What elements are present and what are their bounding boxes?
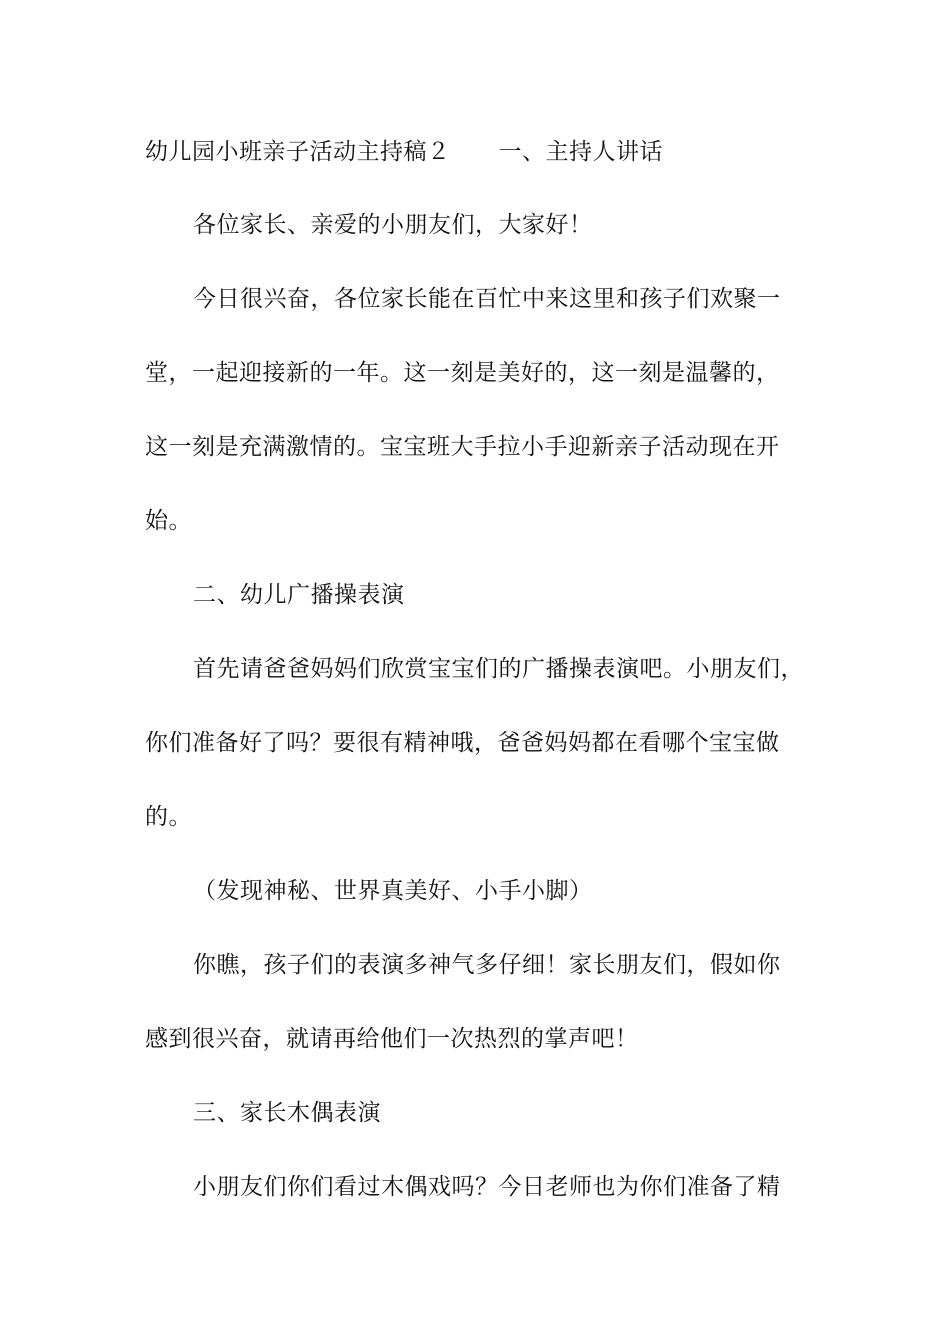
section-heading-1: 一、主持人讲话 [498,139,663,165]
paragraph-line: 小朋友们你们看过木偶戏吗？今日老师也为你们准备了精 [193,1174,781,1200]
program-list-line: （发现神秘、世界真美好、小手小脚） [193,878,593,904]
paragraph-line: 感到很兴奋，就请再给他们一次热烈的掌声吧！ [145,1026,639,1052]
title-line [145,137,825,167]
paragraph-line: 今日很兴奋，各位家长能在百忙中来这里和孩子们欢聚一 [193,286,781,312]
paragraph-line: 首先请爸爸妈妈们欣赏宝宝们的广播操表演吧。小朋友们， [193,656,804,682]
section-heading-2: 二、幼儿广播操表演 [193,582,405,608]
paragraph-line: 你瞧，孩子们的表演多神气多仔细！家长朋友们，假如你 [193,952,781,978]
greeting-paragraph: 各位家长、亲爱的小朋友们，大家好！ [193,212,593,238]
paragraph-line: 始。 [145,508,192,534]
paragraph-line: 堂，一起迎接新的一年。这一刻是美好的，这一刻是温馨的， [145,360,780,386]
paragraph-line: 你们准备好了吗？要很有精神哦，爸爸妈妈都在看哪个宝宝做 [145,730,780,756]
section-heading-3: 三、家长木偶表演 [193,1100,381,1126]
document-title: 幼儿园小班亲子活动主持稿２ [145,139,451,165]
paragraph-line: 这一刻是充满激情的。宝宝班大手拉小手迎新亲子活动现在开 [145,434,780,460]
paragraph-line: 的。 [145,804,192,830]
